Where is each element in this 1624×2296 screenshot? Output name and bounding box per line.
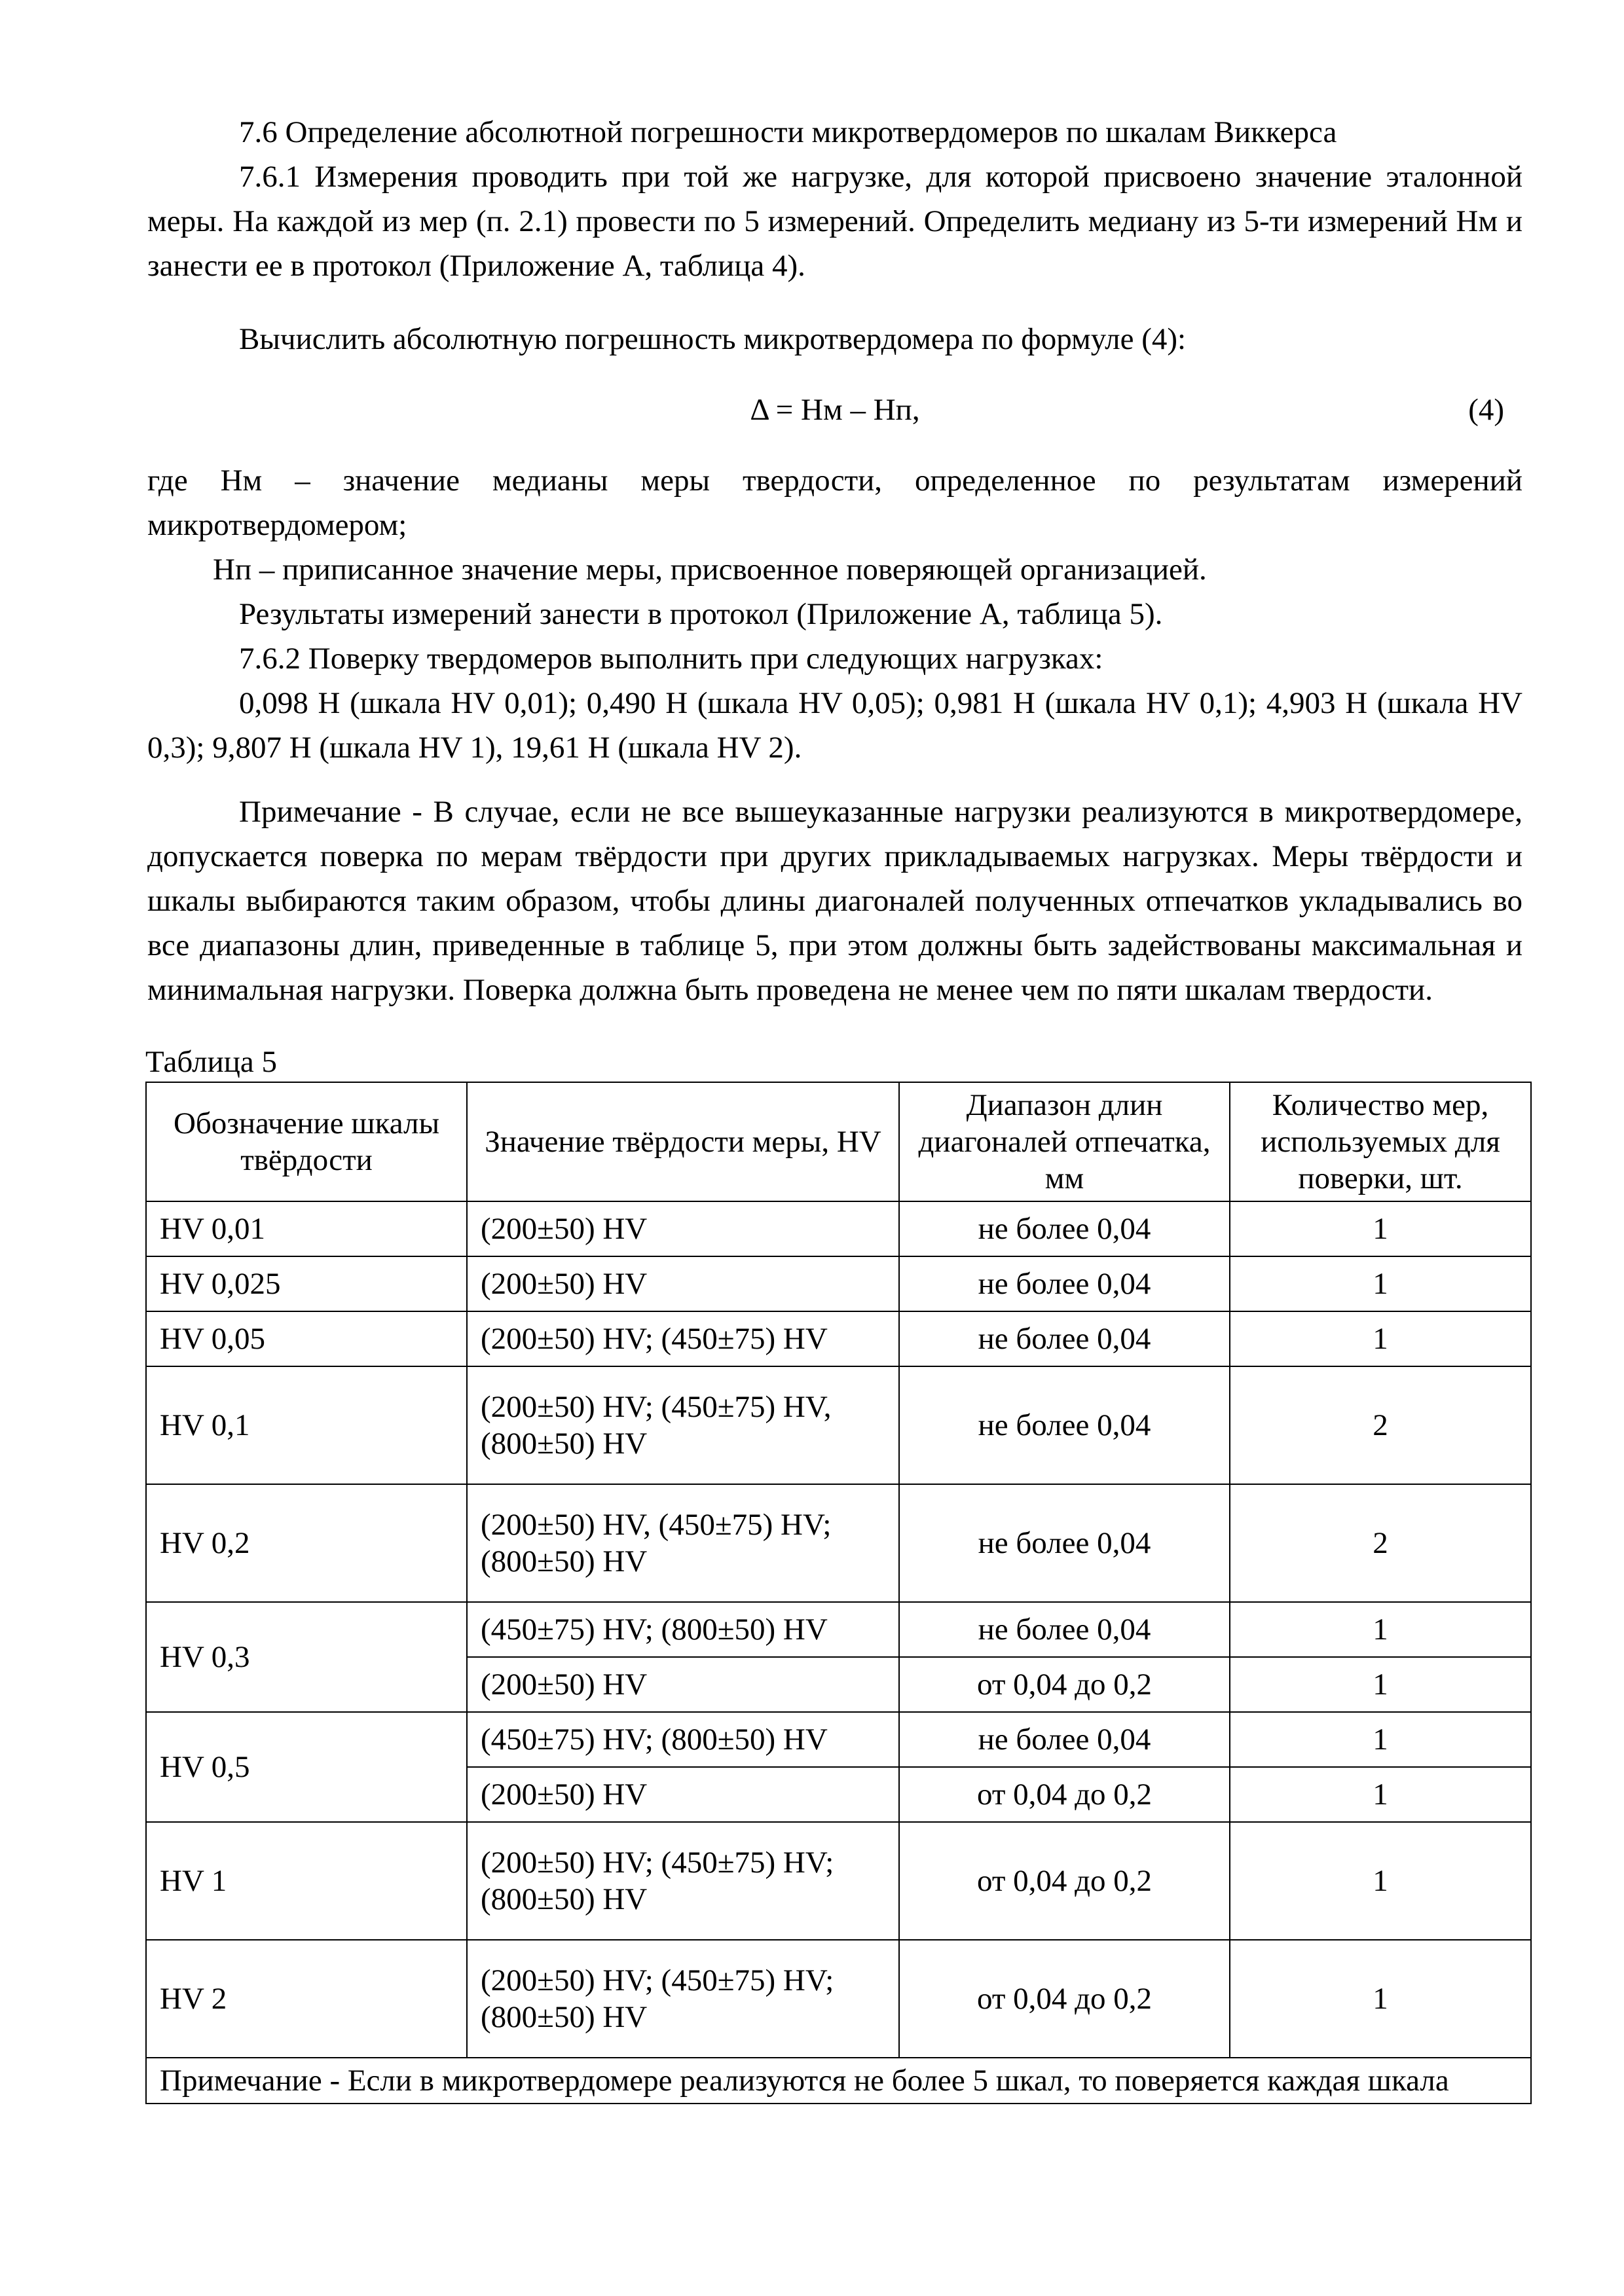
table-header-row — [146, 1082, 1531, 1201]
table-caption: Таблица 5 — [145, 1045, 278, 1079]
cell-scale: HV 0,05 — [146, 1311, 467, 1366]
cell-scale: HV 0,2 — [146, 1484, 467, 1602]
results-paragraph: Результаты измерений занести в протокол (Приложение А, таблица 5). — [239, 597, 1163, 631]
cell-range: не более 0,04 — [899, 1484, 1230, 1602]
cell-value: (450±75) HV; (800±50) HV — [467, 1602, 899, 1657]
cell-scale: HV 0,01 — [146, 1201, 467, 1256]
cell-range: не более 0,04 — [899, 1311, 1230, 1366]
cell-scale: HV 0,025 — [146, 1256, 467, 1311]
cell-value: (200±50) HV; (450±75) HV — [467, 1311, 899, 1366]
cell-count: 2 — [1230, 1484, 1531, 1602]
cell-range: от 0,04 до 0,2 — [899, 1657, 1230, 1712]
header-count: Количество мер, используемых для поверки, шт. — [1230, 1082, 1531, 1201]
cell-count: 1 — [1230, 1201, 1531, 1256]
note-paragraph: Примечание - В случае, если не все вышеуказанные нагрузки реализуются в микротвердомере, допускается поверка по мерам твёрдости при других прикладываемых нагрузках. Меры твёрдости и шкалы выбираются таким образом, чтобы длины диагоналей полученных отпечатков укладывались во все диапазоны длин, приведенные в таблице 5, при этом должны быть задействованы максимальная и минимальная нагрузки. Поверка должна быть проведена не менее чем по пяти шкалам твердости. — [147, 795, 1522, 1007]
cell-range: не более 0,04 — [899, 1602, 1230, 1657]
calc-paragraph: Вычислить абсолютную погрешность микротвердомера по формуле (4): — [239, 322, 1187, 356]
cell-range: от 0,04 до 0,2 — [899, 1940, 1230, 2058]
where-paragraph-1: где Нм – значение медианы меры твердости, определенное по результатам измерений микротвердомером; — [147, 464, 1522, 542]
hardness-table — [145, 1082, 1532, 2104]
cell-value: (200±50) HV — [467, 1657, 899, 1712]
cell-value: (200±50) HV — [467, 1201, 899, 1256]
cell-scale: HV 2 — [146, 1940, 467, 2058]
header-value: Значение твёрдости меры, HV — [467, 1082, 899, 1201]
cell-count: 1 — [1230, 1940, 1531, 2058]
table-row — [146, 1311, 1531, 1366]
table-row — [146, 1940, 1531, 2058]
cell-value: (200±50) HV; (450±75) HV; (800±50) HV — [467, 1822, 899, 1940]
cell-value: (200±50) HV, (450±75) HV; (800±50) HV — [467, 1484, 899, 1602]
table-footnote-row — [146, 2058, 1531, 2104]
cell-range: не более 0,04 — [899, 1712, 1230, 1767]
cell-count: 1 — [1230, 1657, 1531, 1712]
section-heading: 7.6 Определение абсолютной погрешности микротвердомеров по шкалам Виккерса — [239, 115, 1337, 149]
cell-value: (200±50) HV; (450±75) HV, (800±50) HV — [467, 1366, 899, 1484]
table-row — [146, 1201, 1531, 1256]
cell-value: (450±75) HV; (800±50) HV — [467, 1712, 899, 1767]
header-range: Диапазон длин диагоналей отпечатка, мм — [899, 1082, 1230, 1201]
cell-scale: HV 0,5 — [146, 1712, 467, 1822]
paragraph-7-6-1: 7.6.1 Измерения проводить при той же нагрузке, для которой присвоено значение эталонной меры. На каждой из мер (п. 2.1) провести по 5 измерений. Определить медиану из 5-ти измерений Hм и занести ее в протокол (Приложение А, таблица 4). — [147, 160, 1522, 283]
table-row — [146, 1366, 1531, 1484]
cell-count: 1 — [1230, 1767, 1531, 1822]
cell-count: 1 — [1230, 1712, 1531, 1767]
table-row — [146, 1256, 1531, 1311]
where-paragraph-2: Нп – приписанное значение меры, присвоенное поверяющей организацией. — [213, 553, 1207, 587]
cell-value: (200±50) HV — [467, 1256, 899, 1311]
cell-count: 1 — [1230, 1822, 1531, 1940]
cell-scale: HV 1 — [146, 1822, 467, 1940]
table-row — [146, 1712, 1531, 1767]
table-row — [146, 1822, 1531, 1940]
cell-count: 1 — [1230, 1311, 1531, 1366]
header-scale: Обозначение шкалы твёрдости — [146, 1082, 467, 1201]
cell-range: не более 0,04 — [899, 1366, 1230, 1484]
formula-number: (4) — [1468, 393, 1504, 427]
cell-count: 1 — [1230, 1602, 1531, 1657]
table-row — [146, 1484, 1531, 1602]
formula: Δ = Нм – Нп, — [750, 393, 920, 427]
table-row — [146, 1602, 1531, 1657]
cell-count: 2 — [1230, 1366, 1531, 1484]
cell-range: от 0,04 до 0,2 — [899, 1767, 1230, 1822]
cell-range: не более 0,04 — [899, 1201, 1230, 1256]
cell-range: не более 0,04 — [899, 1256, 1230, 1311]
section-text — [147, 110, 1522, 1012]
paragraph-7-6-2: 7.6.2 Поверку твердомеров выполнить при следующих нагрузках: — [239, 642, 1103, 676]
table-footnote: Примечание - Если в микротвердомере реализуются не более 5 шкал, то поверяется каждая шкала — [146, 2058, 1531, 2104]
formula-block — [147, 388, 1522, 432]
cell-value: (200±50) HV; (450±75) HV; (800±50) HV — [467, 1940, 899, 2058]
cell-range: от 0,04 до 0,2 — [899, 1822, 1230, 1940]
loads-paragraph: 0,098 Н (шкала HV 0,01); 0,490 Н (шкала HV 0,05); 0,981 Н (шкала HV 0,1); 4,903 Н (шкала HV 0,3); 9,807 Н (шкала HV 1), 19,61 Н (шкала HV 2). — [147, 686, 1522, 765]
cell-count: 1 — [1230, 1256, 1531, 1311]
cell-scale: HV 0,1 — [146, 1366, 467, 1484]
cell-value: (200±50) HV — [467, 1767, 899, 1822]
cell-scale: HV 0,3 — [146, 1602, 467, 1712]
